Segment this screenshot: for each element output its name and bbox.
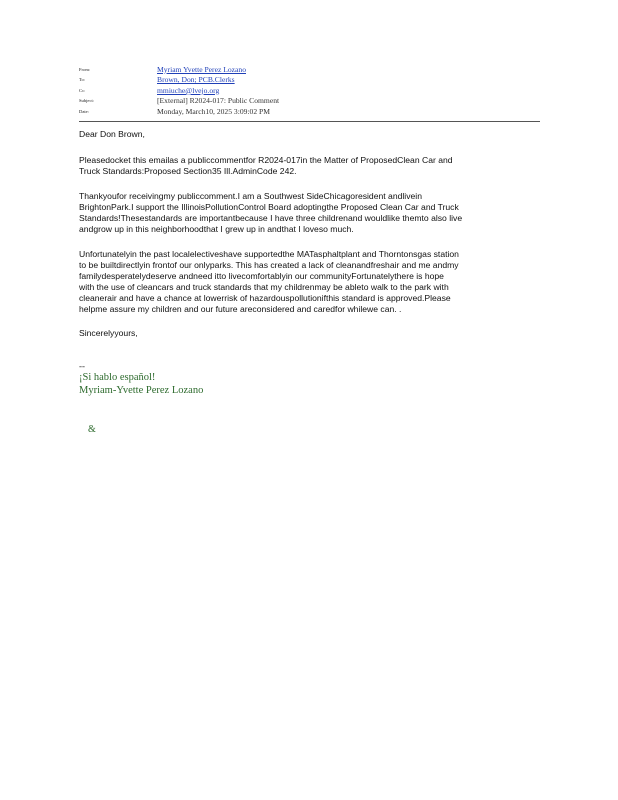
body-line: Unfortunatelyin the past localelectiveshave supportedthe MATasphaltplant and Thorntonsgas station	[79, 249, 459, 259]
body-line: with the use of cleancars and truck standards that my childrenmay be ableto walk to the park with	[79, 282, 449, 292]
to-row	[79, 75, 539, 86]
body-line: helpme assure my children and our future areconsidered and caredfor whilewe can. .	[79, 304, 402, 314]
from-row	[79, 64, 539, 75]
email-header	[79, 64, 539, 117]
paragraph-2	[79, 191, 544, 235]
signature-separator: --	[79, 361, 85, 371]
subject-value: [External] R2024-017: Public Comment	[157, 96, 280, 106]
to-link[interactable]: Brown, Don; PCB.Clerks	[157, 75, 235, 85]
date-value: Monday, March10, 2025 3:09:02 PM	[157, 106, 270, 116]
date-row	[79, 106, 539, 117]
cc-link[interactable]: mmiuche@lvejo.org	[157, 85, 220, 95]
body-line: BrightonPark.I support the IllinoisPollutionControl Board adoptingthe Proposed Clean Car and Truck	[79, 202, 459, 212]
paragraph-3	[79, 249, 544, 315]
subject-label: Subject:	[79, 98, 95, 104]
body-line: Pleasedocket this emailas a publiccommentfor R2024-017in the Matter of ProposedClean Car and	[79, 155, 453, 165]
to-label: To:	[79, 77, 86, 83]
body-line: Truck Standards:Proposed Section35 Ill.AdminCode 242.	[79, 166, 297, 176]
from-link[interactable]: Myriam Yvette Perez Lozano	[157, 64, 246, 74]
body-line: Thankyoufor receivingmy publiccomment.I am a Southwest SideChicagoresident andlivein	[79, 191, 422, 201]
header-divider	[79, 121, 540, 122]
closing: Sincerelyyours,	[79, 328, 138, 338]
signature-line-spanish: ¡Si hablo español!	[79, 372, 156, 383]
body-line: cleanerair and have a chance at lowerrisk of hazardouspollutionifthis standard is approved.Please	[79, 293, 451, 303]
cc-row	[79, 85, 539, 96]
body-line: Standards!Thesestandards are importantbecause I have three childrenand wouldlike themto also live	[79, 213, 463, 223]
greeting: Dear Don Brown,	[79, 129, 145, 139]
signature-block	[79, 361, 203, 397]
signature-symbol: &	[88, 424, 96, 435]
body-line: andgrow up in this neighborhoodthat I grew up in andthat I loveso much.	[79, 224, 354, 234]
signature-name: Myriam-Yvette Perez Lozano	[79, 385, 204, 396]
body-line: to be builtdirectlyin frontof our onlyparks. This has created a lack of cleanandfreshair and me andmy	[79, 260, 459, 270]
body-line: familydesperatelydeserve andneed itto livecomfortablyin our communityFortunatelythere is hope	[79, 271, 444, 281]
paragraph-1	[79, 155, 544, 177]
from-label: From:	[79, 66, 91, 72]
date-label: Date:	[79, 108, 89, 114]
cc-label: Cc:	[79, 87, 86, 93]
email-body	[79, 129, 544, 339]
subject-row	[79, 96, 539, 107]
